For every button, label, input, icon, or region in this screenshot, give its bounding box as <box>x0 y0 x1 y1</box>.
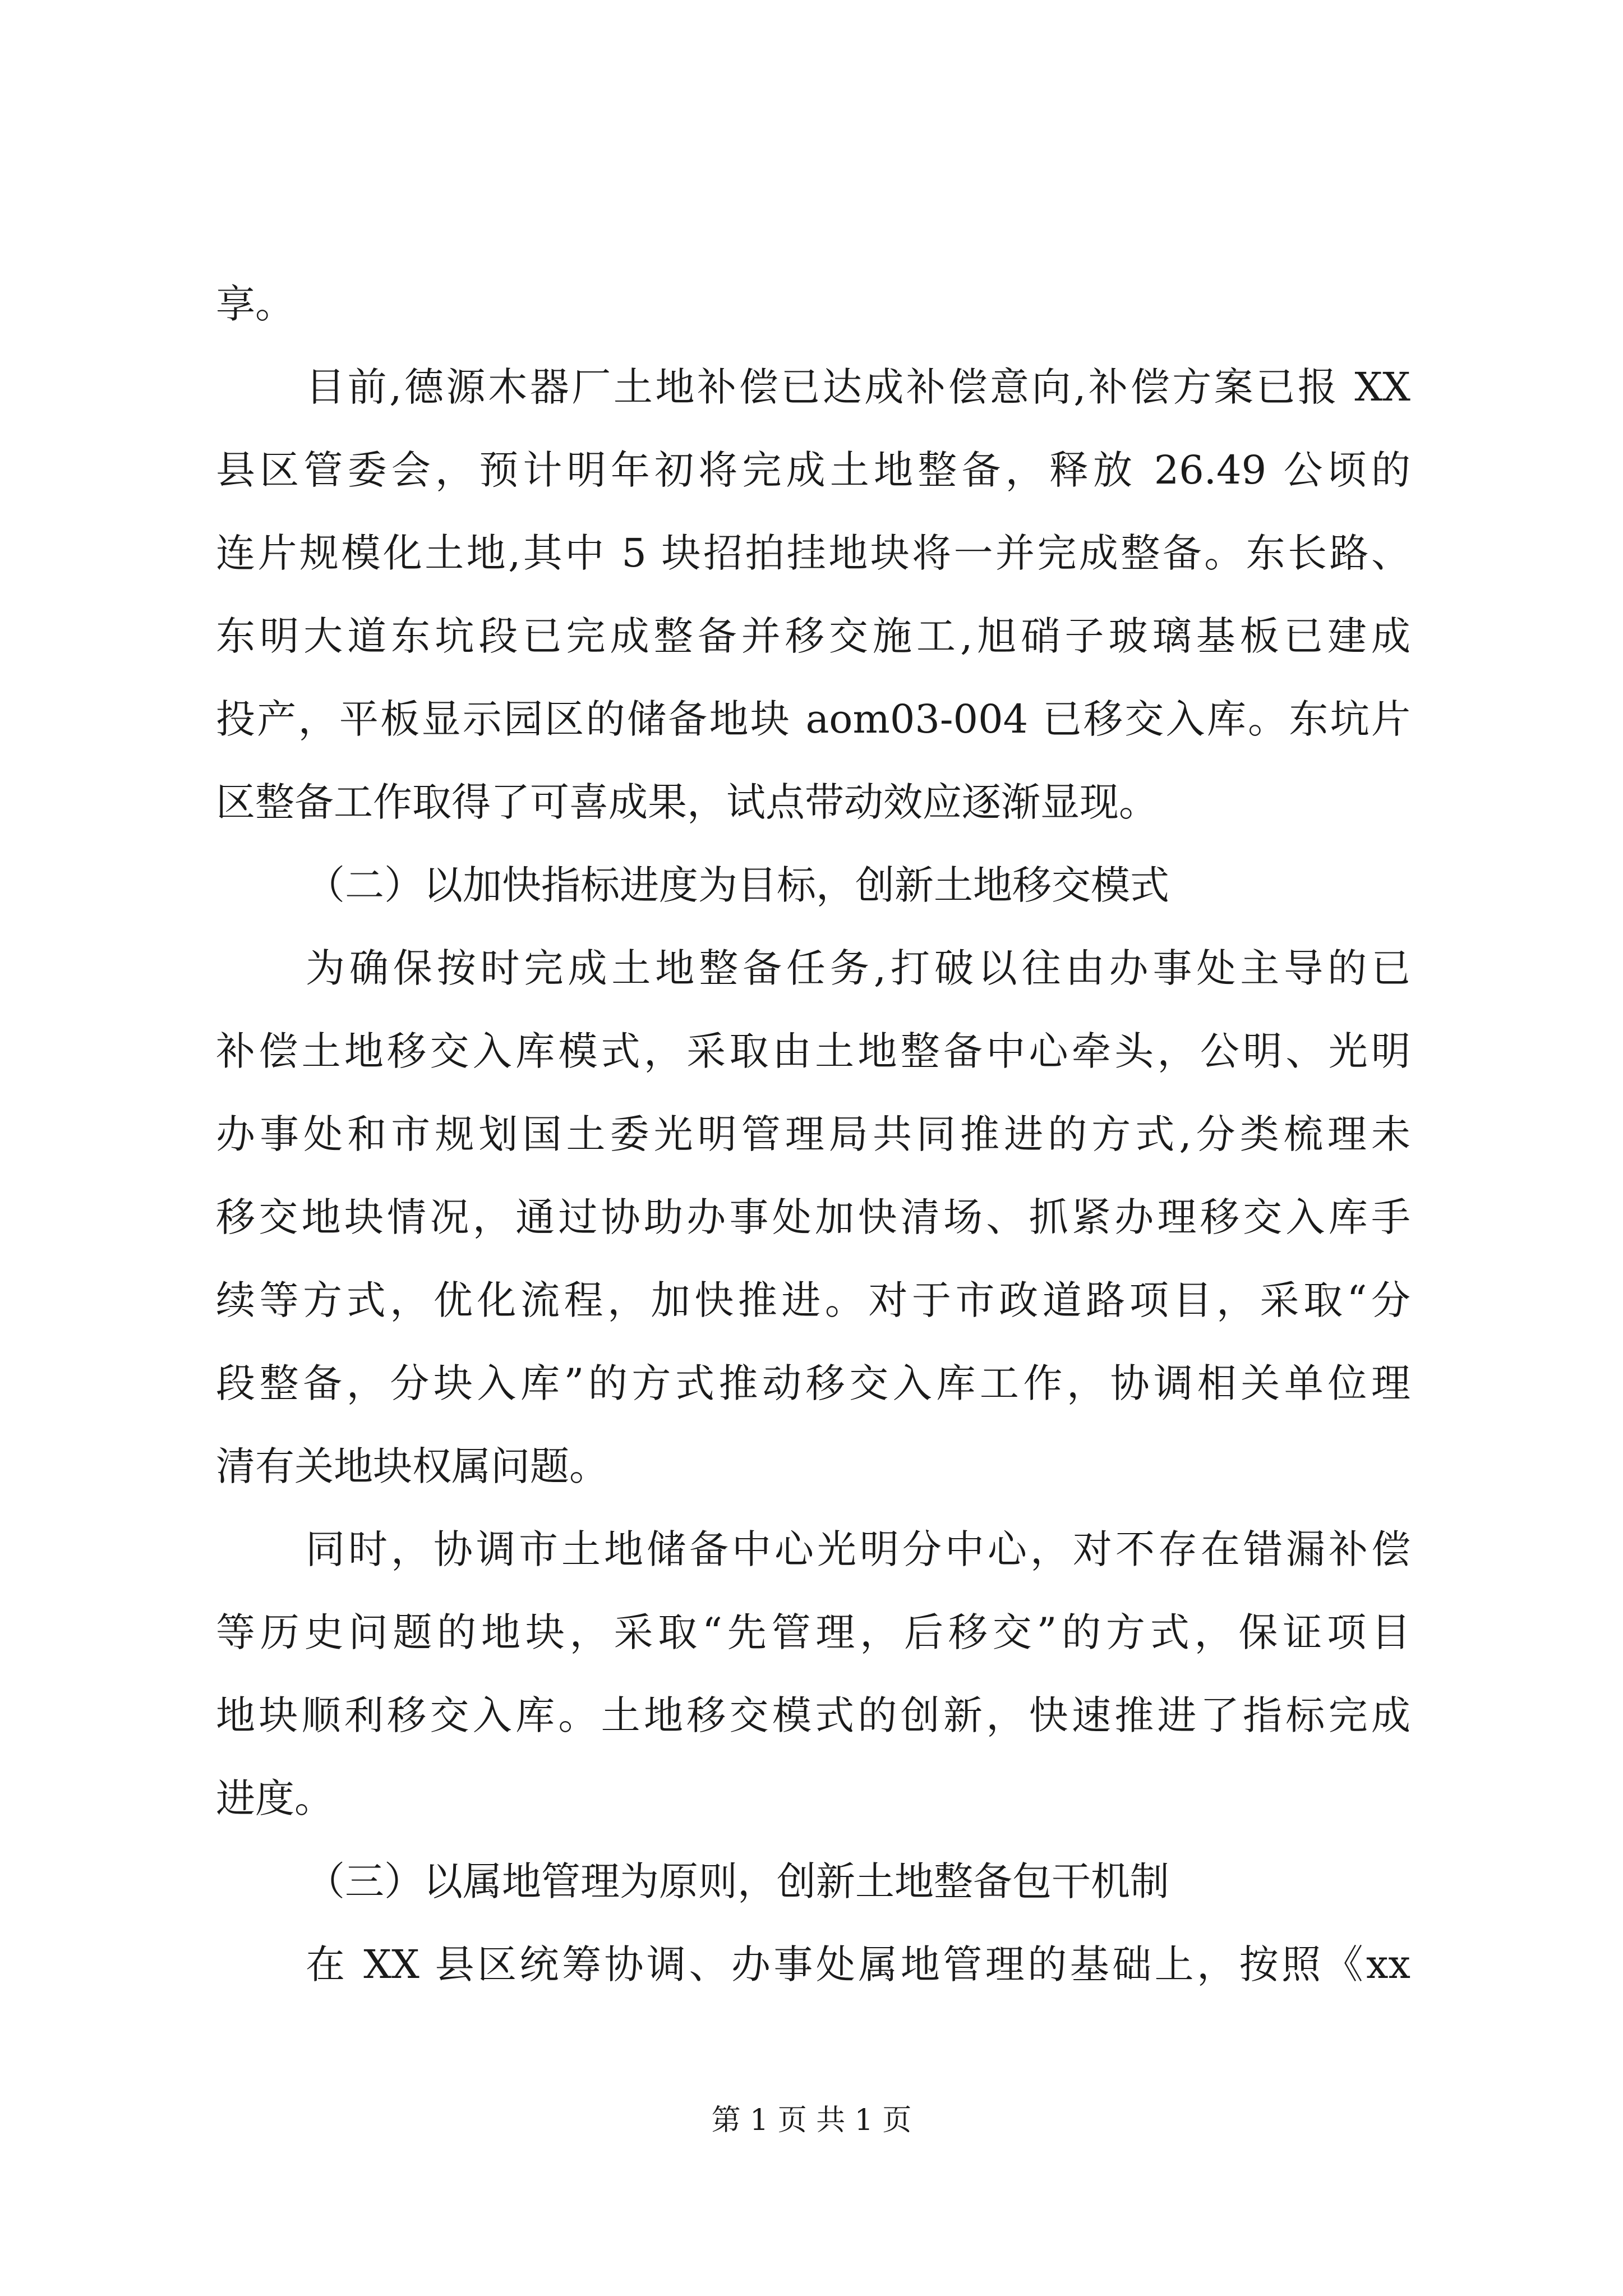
paragraph-line: 续等方式，优化流程，加快推进。对于市政道路项目，采取“分 <box>216 1277 1410 1323</box>
paragraph-line: 享。 <box>216 281 294 327</box>
paragraph-line: 连片规模化土地,其中 5 块招拍挂地块将一并完成整备。东长路、 <box>216 530 1410 576</box>
paragraph-line: 地块顺利移交入库。土地移交模式的创新，快速推进了指标完成 <box>216 1692 1410 1738</box>
paragraph-line: 段整备，分块入库”的方式推动移交入库工作，协调相关单位理 <box>216 1360 1410 1406</box>
paragraph-line: 办事处和市规划国土委光明管理局共同推进的方式,分类梳理未 <box>216 1111 1410 1157</box>
paragraph-line: 在 XX 县区统筹协调、办事处属地管理的基础上，按照《xx <box>306 1941 1410 1987</box>
paragraph-line: 东明大道东坑段已完成整备并移交施工,旭硝子玻璃基板已建成 <box>216 613 1410 659</box>
section-heading: （三）以属地管理为原则，创新土地整备包干机制 <box>306 1858 1169 1904</box>
paragraph-line: 进度。 <box>216 1775 334 1821</box>
paragraph-line: 目前,德源木器厂土地补偿已达成补偿意向,补偿方案已报 XX <box>306 364 1410 410</box>
paragraph-line: 县区管委会，预计明年初将完成土地整备，释放 26.49 公顷的 <box>216 447 1410 493</box>
paragraph-line: 清有关地块权属问题。 <box>216 1443 608 1489</box>
paragraph-line: 投产，平板显示园区的储备地块 aom03-004 已移交入库。东坑片 <box>216 696 1410 742</box>
section-heading: （二）以加快指标进度为目标，创新土地移交模式 <box>306 862 1169 908</box>
page-footer: 第 1 页 共 1 页 <box>711 2104 912 2137</box>
paragraph-line: 为确保按时完成土地整备任务,打破以往由办事处主导的已 <box>306 945 1410 991</box>
paragraph-line: 同时，协调市土地储备中心光明分中心，对不存在错漏补偿 <box>306 1526 1410 1572</box>
paragraph-line: 移交地块情况，通过协助办事处加快清场、抓紧办理移交入库手 <box>216 1194 1410 1240</box>
document-body <box>216 263 1410 2006</box>
paragraph-line: 补偿土地移交入库模式，采取由土地整备中心牵头，公明、光明 <box>216 1028 1410 1074</box>
paragraph-line: 区整备工作取得了可喜成果，试点带动效应逐渐显现。 <box>216 779 1158 825</box>
paragraph-line: 等历史问题的地块，采取“先管理，后移交”的方式，保证项目 <box>216 1609 1410 1655</box>
